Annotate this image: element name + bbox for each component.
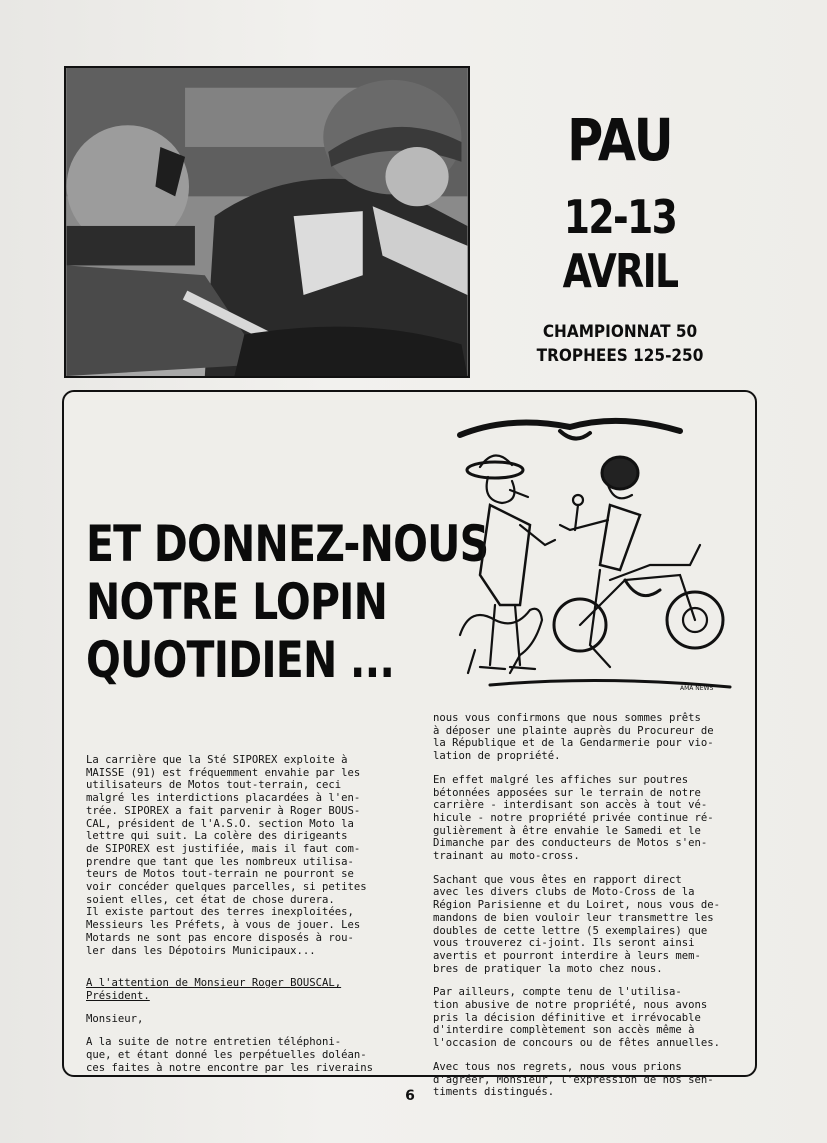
- article-intro: La carrière que la Sté SIPOREX exploite à MAISSE (91) est fréquemment envahie par les utilisateurs de Motos tout-terrain, ceci malgré les interdictions placardées à l'en- trée. SIPOREX a fait parvenir à Roger BOUS- CAL, président de l'A.S.O. section Moto la lettre qui suit. La colère des dirigeants de SIPOREX est justifiée, mais il faut com- prendre que tant que les nombreux utilisa- teurs de Motos tout-terrain ne pourront se voir concéder quelques parcelles, si petites soient elles, cet état de chose durera. Il existe partout des terres inexploitées, Messieurs les Préfets, à vous de jouer. Les Motards ne sont pas encore disposés à rou- ler dans les Dépotoirs Municipaux...: [86, 754, 367, 957]
- event-championship: CHAMPIONNAT 50: [542, 322, 698, 342]
- article-headline: [86, 515, 489, 689]
- page-number: 6: [405, 1088, 415, 1104]
- letter-paragraph-5: Avec tous nos regrets, nous vous prions d'agréer, Monsieur, l'expression de nos sen- timents distingués.: [433, 1060, 714, 1099]
- cartoon-illustration: [450, 405, 740, 695]
- event-announcement: [490, 108, 750, 417]
- letter-paragraph-2: En effet malgré les affiches sur poutres bétonnées apposées sur le terrain de notre carrière - interdisant son accès à tout vé- hicule - notre propriété privée continue ré- gulièrement à être envahie le Samedi et le Dimanche par des conducteurs de Motos s'en- trainant au moto-cross.: [433, 773, 714, 863]
- letter-paragraph-4: Par ailleurs, compte tenu de l'utilisa- tion abusive de notre propriété, nous avons pris la décision définitive et irrévocable d'interdire complètement son accès même à l'occasion de concours ou de fêtes annuelles.: [433, 986, 721, 1050]
- headline-line-1: ET DONNEZ-NOUS: [86, 515, 489, 573]
- headline-line-2: NOTRE LOPIN: [86, 573, 388, 631]
- riders-photo: [64, 66, 470, 378]
- headline-line-3: QUOTIDIEN ...: [86, 631, 395, 689]
- letter-salutation: Monsieur,: [86, 1012, 144, 1025]
- letter-paragraph-3: Sachant que vous êtes en rapport direct avec les divers clubs de Moto-Cross de la Région Parisienne et du Loiret, nous vous de- mandons de bien vouloir leur transmettre les doubles de cette lettre (5 exemplaires) que vous trouverez ci-joint. Ils seront ainsi avertis et pourront interdire à leurs mem- bres de pratiquer la moto chez nous.: [433, 873, 721, 975]
- event-city: PAU: [567, 106, 673, 174]
- letter-paragraph-1: A la suite de notre entretien téléphoni- que, et étant donné les perpétuelles doléan- ces faites à notre encontre par les riverains: [86, 1036, 374, 1074]
- article-right-column: [433, 712, 751, 1110]
- article-left-column: [86, 754, 404, 1085]
- cartoon-signature: AMA NEWS: [680, 685, 714, 692]
- riders-photo-image: [66, 68, 468, 376]
- event-dates: 12-13 AVRIL: [562, 190, 678, 298]
- cartoon-drawing: [450, 405, 740, 695]
- letter-paragraph-1-continued: nous vous confirmons que nous sommes prêts à déposer une plainte auprès du Procureur de la République et de la Gendarmerie pour vio- lation de propriété.: [433, 712, 714, 763]
- letter-address: A l'attention de Monsieur Roger BOUSCAL, Président.: [86, 977, 342, 1002]
- event-trophies: TROPHEES 125-250: [536, 346, 704, 366]
